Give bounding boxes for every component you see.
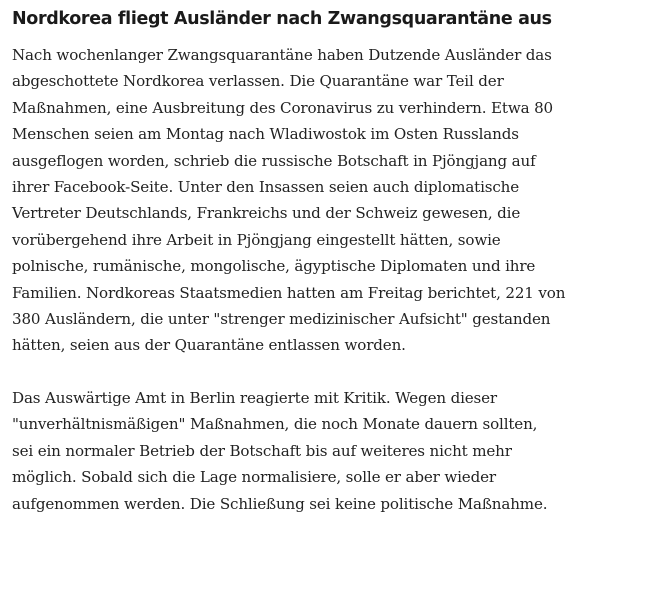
text-line: hätten, seien aus der Quarantäne entlassen worden. xyxy=(12,336,406,355)
text-line: 380 Ausländern, die unter "strenger medizinischer Aufsicht" gestanden xyxy=(12,310,551,329)
text-line: aufgenommen werden. Die Schließung sei keine politische Maßnahme. xyxy=(12,494,548,513)
article-paragraph-1 xyxy=(12,42,662,359)
text-line: "unverhältnismäßigen" Maßnahmen, die noch Monate dauern sollten, xyxy=(12,415,538,434)
text-line: sei ein normaler Betrieb der Botschaft bis auf weiteres nicht mehr xyxy=(12,441,512,460)
text-line: vorübergehend ihre Arbeit in Pjöngjang eingestellt hätten, sowie xyxy=(12,230,501,249)
text-line: Maßnahmen, eine Ausbreitung des Coronavirus zu verhindern. Etwa 80 xyxy=(12,98,554,117)
text-line: Vertreter Deutschlands, Frankreichs und der Schweiz gewesen, die xyxy=(12,204,521,223)
text-line: Das Auswärtige Amt in Berlin reagierte mit Kritik. Wegen dieser xyxy=(12,388,497,407)
text-line: Familien. Nordkoreas Staatsmedien hatten am Freitag berichtet, 221 von xyxy=(12,283,566,302)
text-line: polnische, rumänische, mongolische, ägyptische Diplomaten und ihre xyxy=(12,257,536,276)
article-paragraph-2 xyxy=(12,385,662,517)
text-line: ihrer Facebook-Seite. Unter den Insassen seien auch diplomatische xyxy=(12,178,520,197)
text-line: abgeschottete Nordkorea verlassen. Die Quarantäne war Teil der xyxy=(12,72,504,91)
article xyxy=(12,6,662,517)
text-line: möglich. Sobald sich die Lage normalisiere, solle er aber wieder xyxy=(12,468,496,487)
text-line: ausgeflogen worden, schrieb die russische Botschaft in Pjöngjang auf xyxy=(12,151,536,170)
text-line: Nach wochenlanger Zwangsquarantäne haben Dutzende Ausländer das xyxy=(12,46,552,64)
article-headline: Nordkorea fliegt Ausländer nach Zwangsquarantäne aus xyxy=(12,9,552,29)
text-line: Menschen seien am Montag nach Wladiwostok im Osten Russlands xyxy=(12,125,519,144)
